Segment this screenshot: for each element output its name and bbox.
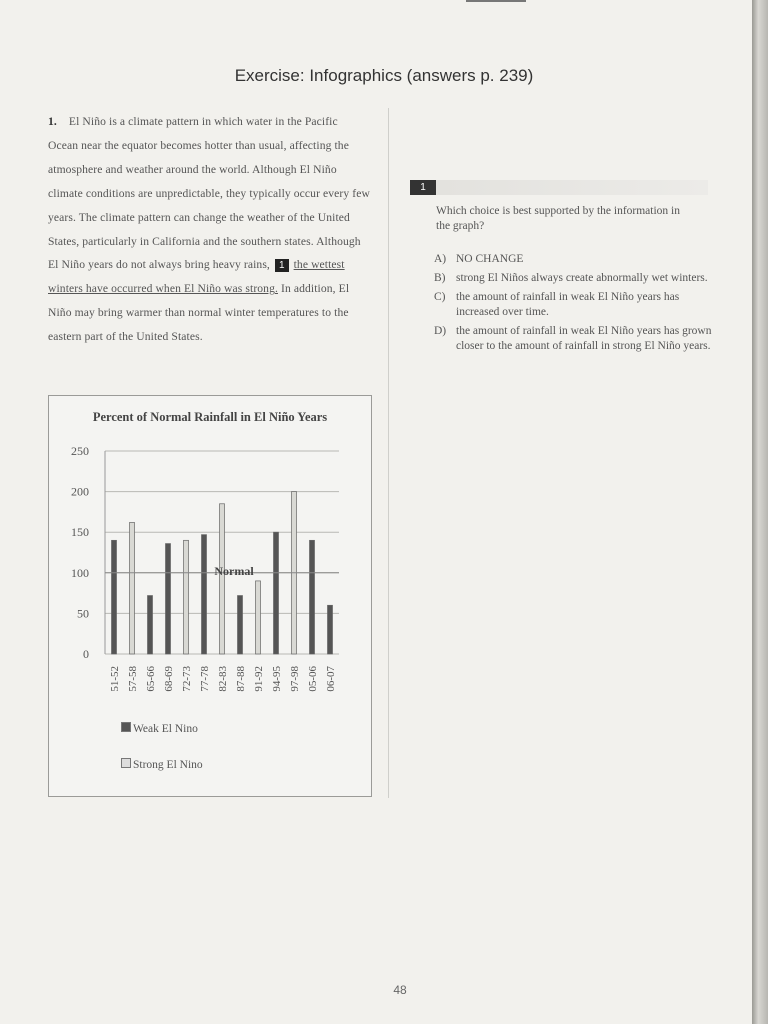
underlined-text: the wettest winters have occurred when El Niño was strong.	[48, 258, 345, 296]
choice-d[interactable]	[434, 324, 714, 354]
passage-number: 1.	[48, 115, 57, 128]
y-tick-label: 250	[71, 444, 89, 458]
bar-weak	[274, 532, 279, 654]
legend-weak	[121, 722, 198, 735]
choice-letter: C)	[434, 291, 446, 303]
legend-strong-label: Strong El Nino	[133, 759, 203, 771]
x-tick-label: 68-69	[163, 666, 175, 692]
y-tick-label: 0	[83, 647, 89, 661]
x-tick-label: 87-88	[235, 666, 247, 692]
x-tick-label: 65-66	[145, 666, 157, 692]
legend-weak-label: Weak El Nino	[133, 723, 198, 735]
x-tick-label: 06-07	[325, 666, 337, 692]
chart-container	[48, 395, 372, 797]
choice-letter: A)	[434, 253, 447, 265]
column-divider	[388, 108, 389, 798]
question-header-bar	[410, 180, 708, 195]
bar-weak	[202, 535, 207, 654]
y-tick-label: 100	[71, 565, 89, 580]
choice-letter: B)	[434, 272, 446, 284]
choice-c[interactable]	[434, 290, 714, 320]
bar-weak	[166, 544, 171, 654]
y-tick-label: 150	[71, 525, 89, 540]
page-edge	[752, 0, 768, 1024]
choice-text: the amount of rainfall in weak El Niño years has grown closer to the amount of rainfall in strong El Niño years.	[456, 325, 712, 352]
x-tick-label: 57-58	[127, 666, 139, 692]
passage-text-after: In addition, El Niño may bring warmer than normal winter temperatures to the eastern part of the United States.	[48, 282, 350, 344]
y-tick-label: 200	[71, 484, 89, 499]
rainfall-chart	[49, 396, 371, 796]
legend-weak-swatch	[121, 722, 131, 732]
bar-strong	[220, 504, 225, 654]
x-tick-label: 94-95	[271, 666, 283, 692]
legend-strong-swatch	[121, 758, 131, 768]
x-tick-label: 97-98	[289, 666, 301, 692]
normal-label: Normal	[214, 563, 254, 578]
bar-strong	[256, 581, 261, 654]
question-prompt: Which choice is best supported by the information in the graph?	[436, 205, 680, 232]
passage	[48, 110, 370, 349]
x-tick-label: 51-52	[109, 666, 121, 692]
chart-title: Percent of Normal Rainfall in El Niño Years	[92, 410, 328, 424]
answer-choices	[434, 252, 714, 358]
legend-strong	[121, 758, 203, 771]
bar-strong	[130, 522, 135, 654]
page-title: Exercise: Infographics (answers p. 239)	[234, 66, 534, 85]
bar-weak	[238, 596, 243, 654]
choice-text: NO CHANGE	[456, 253, 524, 265]
bar-weak	[112, 540, 117, 654]
bar-weak	[148, 596, 153, 654]
question-number: 1	[410, 180, 436, 195]
y-tick-label: 50	[77, 606, 89, 621]
x-tick-label: 91-92	[253, 666, 265, 692]
bar-weak	[310, 540, 315, 654]
choice-b[interactable]	[434, 271, 714, 286]
bar-weak	[328, 605, 333, 654]
page-number: 48	[393, 983, 407, 997]
bar-strong	[184, 540, 189, 654]
x-tick-label: 72-73	[181, 666, 193, 692]
passage-paragraph	[48, 110, 370, 349]
choice-a[interactable]	[434, 252, 714, 267]
x-tick-label: 77-78	[199, 666, 211, 692]
choice-text: the amount of rainfall in weak El Niño years has increased over time.	[456, 291, 680, 318]
x-tick-label: 82-83	[217, 666, 229, 692]
choice-letter: D)	[434, 325, 447, 337]
passage-text-before: El Niño is a climate pattern in which water in the Pacific Ocean near the equator becomes hotter than usual, affecting the atmosphere and weather around the world. Although El Niño climate conditions are unpredictable, they typically occur every few years. The climate pattern can change the weather of the United States, particularly in California and the southern states. Although El Niño years do not always bring heavy rains,	[48, 115, 370, 272]
choice-text: strong El Niños always create abnormally wet winters.	[456, 272, 708, 284]
question-marker: 1	[275, 259, 289, 272]
top-mark	[466, 0, 526, 2]
x-tick-label: 05-06	[307, 666, 319, 692]
